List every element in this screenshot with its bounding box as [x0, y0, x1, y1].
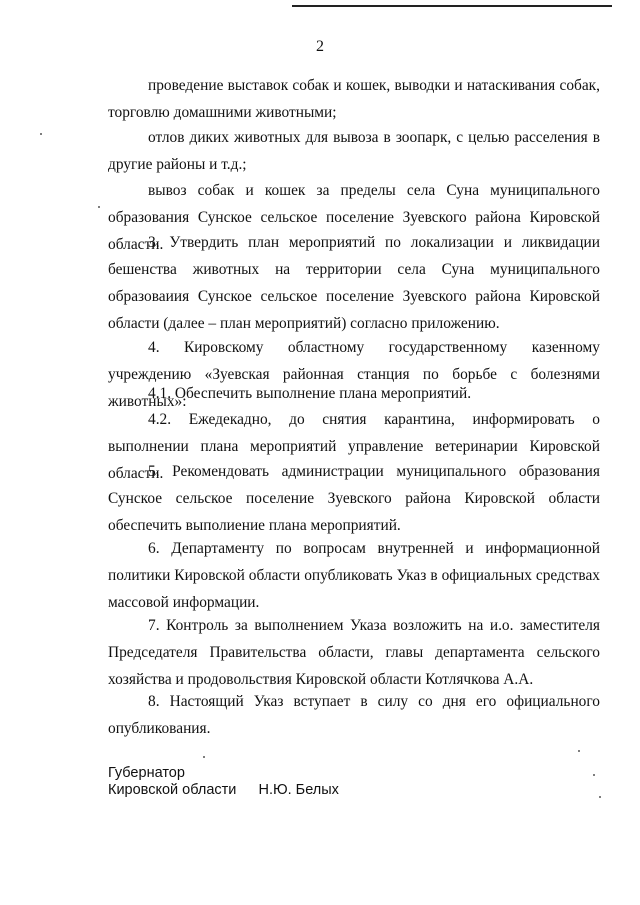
paragraph-3: вывоз собак и кошек за пределы села Суна муниципального образования Сунское сельское поселение Зуевского района Кировской области. — [108, 182, 600, 253]
paragraph-8: 5. Рекомендовать администрации муниципального образования Сунское сельское поселение Зуевского района Кировской области обеспечить выполиение плана мероприятий. — [108, 463, 600, 534]
signature-line2 — [108, 782, 339, 799]
paragraph-7: 4.2. Ежедекадно, до снятия карантина, информировать о выполнении плана мероприятий управление ветеринарии Кировской области. — [108, 411, 600, 482]
signature-block — [108, 765, 339, 799]
paragraph-5: 4. Кировскому областному государственному казенному учреждению «Зуевская районная станция по борьбе с болезнями животных»: — [108, 339, 600, 410]
paragraph-10: 7. Контроль за выполнением Указа возложить на и.о. заместителя Председателя Правительства области, главы департамента сельского хозяйства и продовольствия Кировской области Котлячкова А.А. — [108, 617, 600, 688]
scan-speck — [578, 750, 580, 752]
signature-title-line1: Губернатор — [108, 765, 185, 781]
page-number: 2 — [316, 38, 324, 55]
paragraph-4: 3. Утвердить план мероприятий по локализации и ликвидации бешенства животных на территории села Суна муниципального образоваиия Сунское сельское поселение Зуевского района Кировской области (далее – план мероприятий) согласно приложению. — [108, 234, 600, 332]
paragraph-9: 6. Департаменту по вопросам внутренней и информационной политики Кировской области опубликовать Указ в официальных средствах массовой информации. — [108, 540, 600, 611]
scan-speck — [98, 206, 100, 208]
paragraph-1: проведение выставок собак и кошек, выводки и натаскивания собак, торговлю домашними животными; — [108, 77, 600, 121]
signature-name: Н.Ю. Белых — [258, 782, 339, 798]
scan-speck — [40, 133, 42, 135]
paragraph-2: отлов диких животных для вывоза в зоопарк, с целью расселения в другие районы и т.д.; — [108, 129, 600, 173]
scan-speck — [599, 796, 601, 798]
paragraph-6: 4.1. Обеспечить выполнение плана мероприятий. — [148, 385, 472, 402]
scan-speck — [203, 756, 205, 758]
top-rule — [292, 5, 612, 7]
paragraph-11: 8. Настоящий Указ вступает в силу со дня его официального опубликования. — [108, 693, 600, 737]
signature-title-line2: Кировской области — [108, 782, 237, 798]
scan-speck — [593, 774, 595, 776]
